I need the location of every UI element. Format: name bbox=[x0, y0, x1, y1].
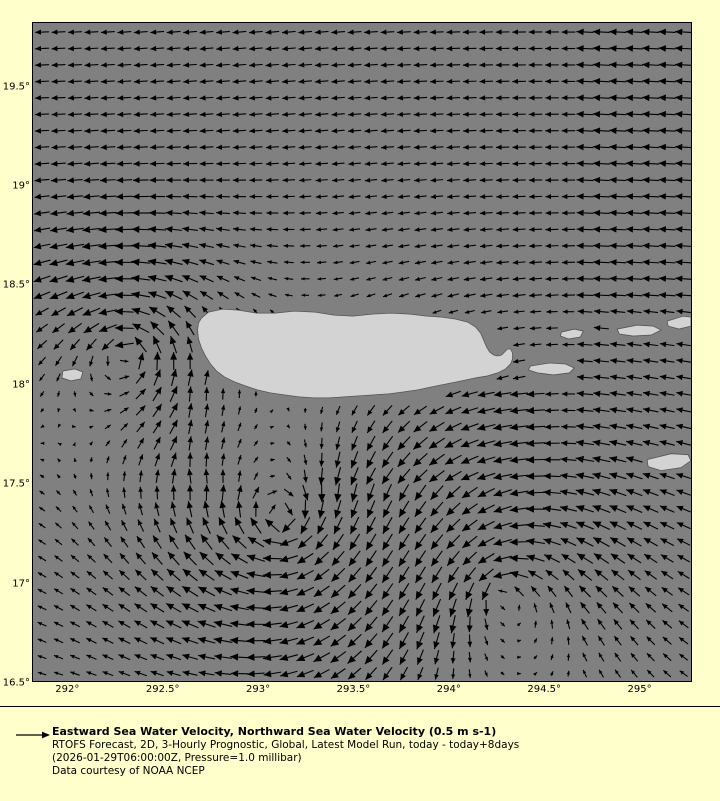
x-tick-label: 293.5° bbox=[337, 684, 371, 695]
plot-area bbox=[32, 22, 692, 682]
y-tick-label: 16.5° bbox=[3, 678, 30, 689]
legend-text-block bbox=[52, 725, 702, 778]
vector-arrow-icon bbox=[16, 729, 50, 741]
y-axis bbox=[0, 22, 30, 684]
st-croix-island bbox=[647, 454, 691, 471]
legend-title: Eastward Sea Water Velocity, Northward Sea Water Velocity (0.5 m s-1) bbox=[52, 725, 702, 739]
map-canvas[interactable] bbox=[32, 22, 692, 682]
y-tick-label: 17.5° bbox=[3, 479, 30, 490]
st-thomas-island bbox=[617, 325, 661, 336]
puerto-rico-island bbox=[198, 309, 513, 398]
land-polygons bbox=[33, 23, 691, 681]
y-tick-label: 18.5° bbox=[3, 280, 30, 291]
x-tick-label: 294° bbox=[437, 684, 461, 695]
legend-panel bbox=[0, 706, 720, 801]
y-tick-label: 17° bbox=[12, 578, 30, 589]
x-tick-label: 295° bbox=[628, 684, 652, 695]
legend-line-3: (2026-01-29T06:00:00Z, Pressure=1.0 millibar) bbox=[52, 752, 702, 765]
legend-line-4: Data courtesy of NOAA NCEP bbox=[52, 765, 702, 778]
x-tick-label: 292° bbox=[55, 684, 79, 695]
vieques-island bbox=[528, 363, 574, 375]
y-tick-label: 19° bbox=[12, 181, 30, 192]
y-tick-label: 18° bbox=[12, 379, 30, 390]
culebra-island bbox=[560, 329, 583, 339]
islet-west bbox=[62, 369, 83, 381]
x-tick-label: 294.5° bbox=[527, 684, 561, 695]
st-john-island bbox=[667, 316, 691, 329]
y-tick-label: 19.5° bbox=[3, 81, 30, 92]
x-tick-label: 292.5° bbox=[146, 684, 180, 695]
legend-line-2: RTOFS Forecast, 2D, 3-Hourly Prognostic, Global, Latest Model Run, today - today+8days bbox=[52, 739, 702, 752]
x-tick-label: 293° bbox=[246, 684, 270, 695]
x-axis bbox=[32, 684, 694, 700]
